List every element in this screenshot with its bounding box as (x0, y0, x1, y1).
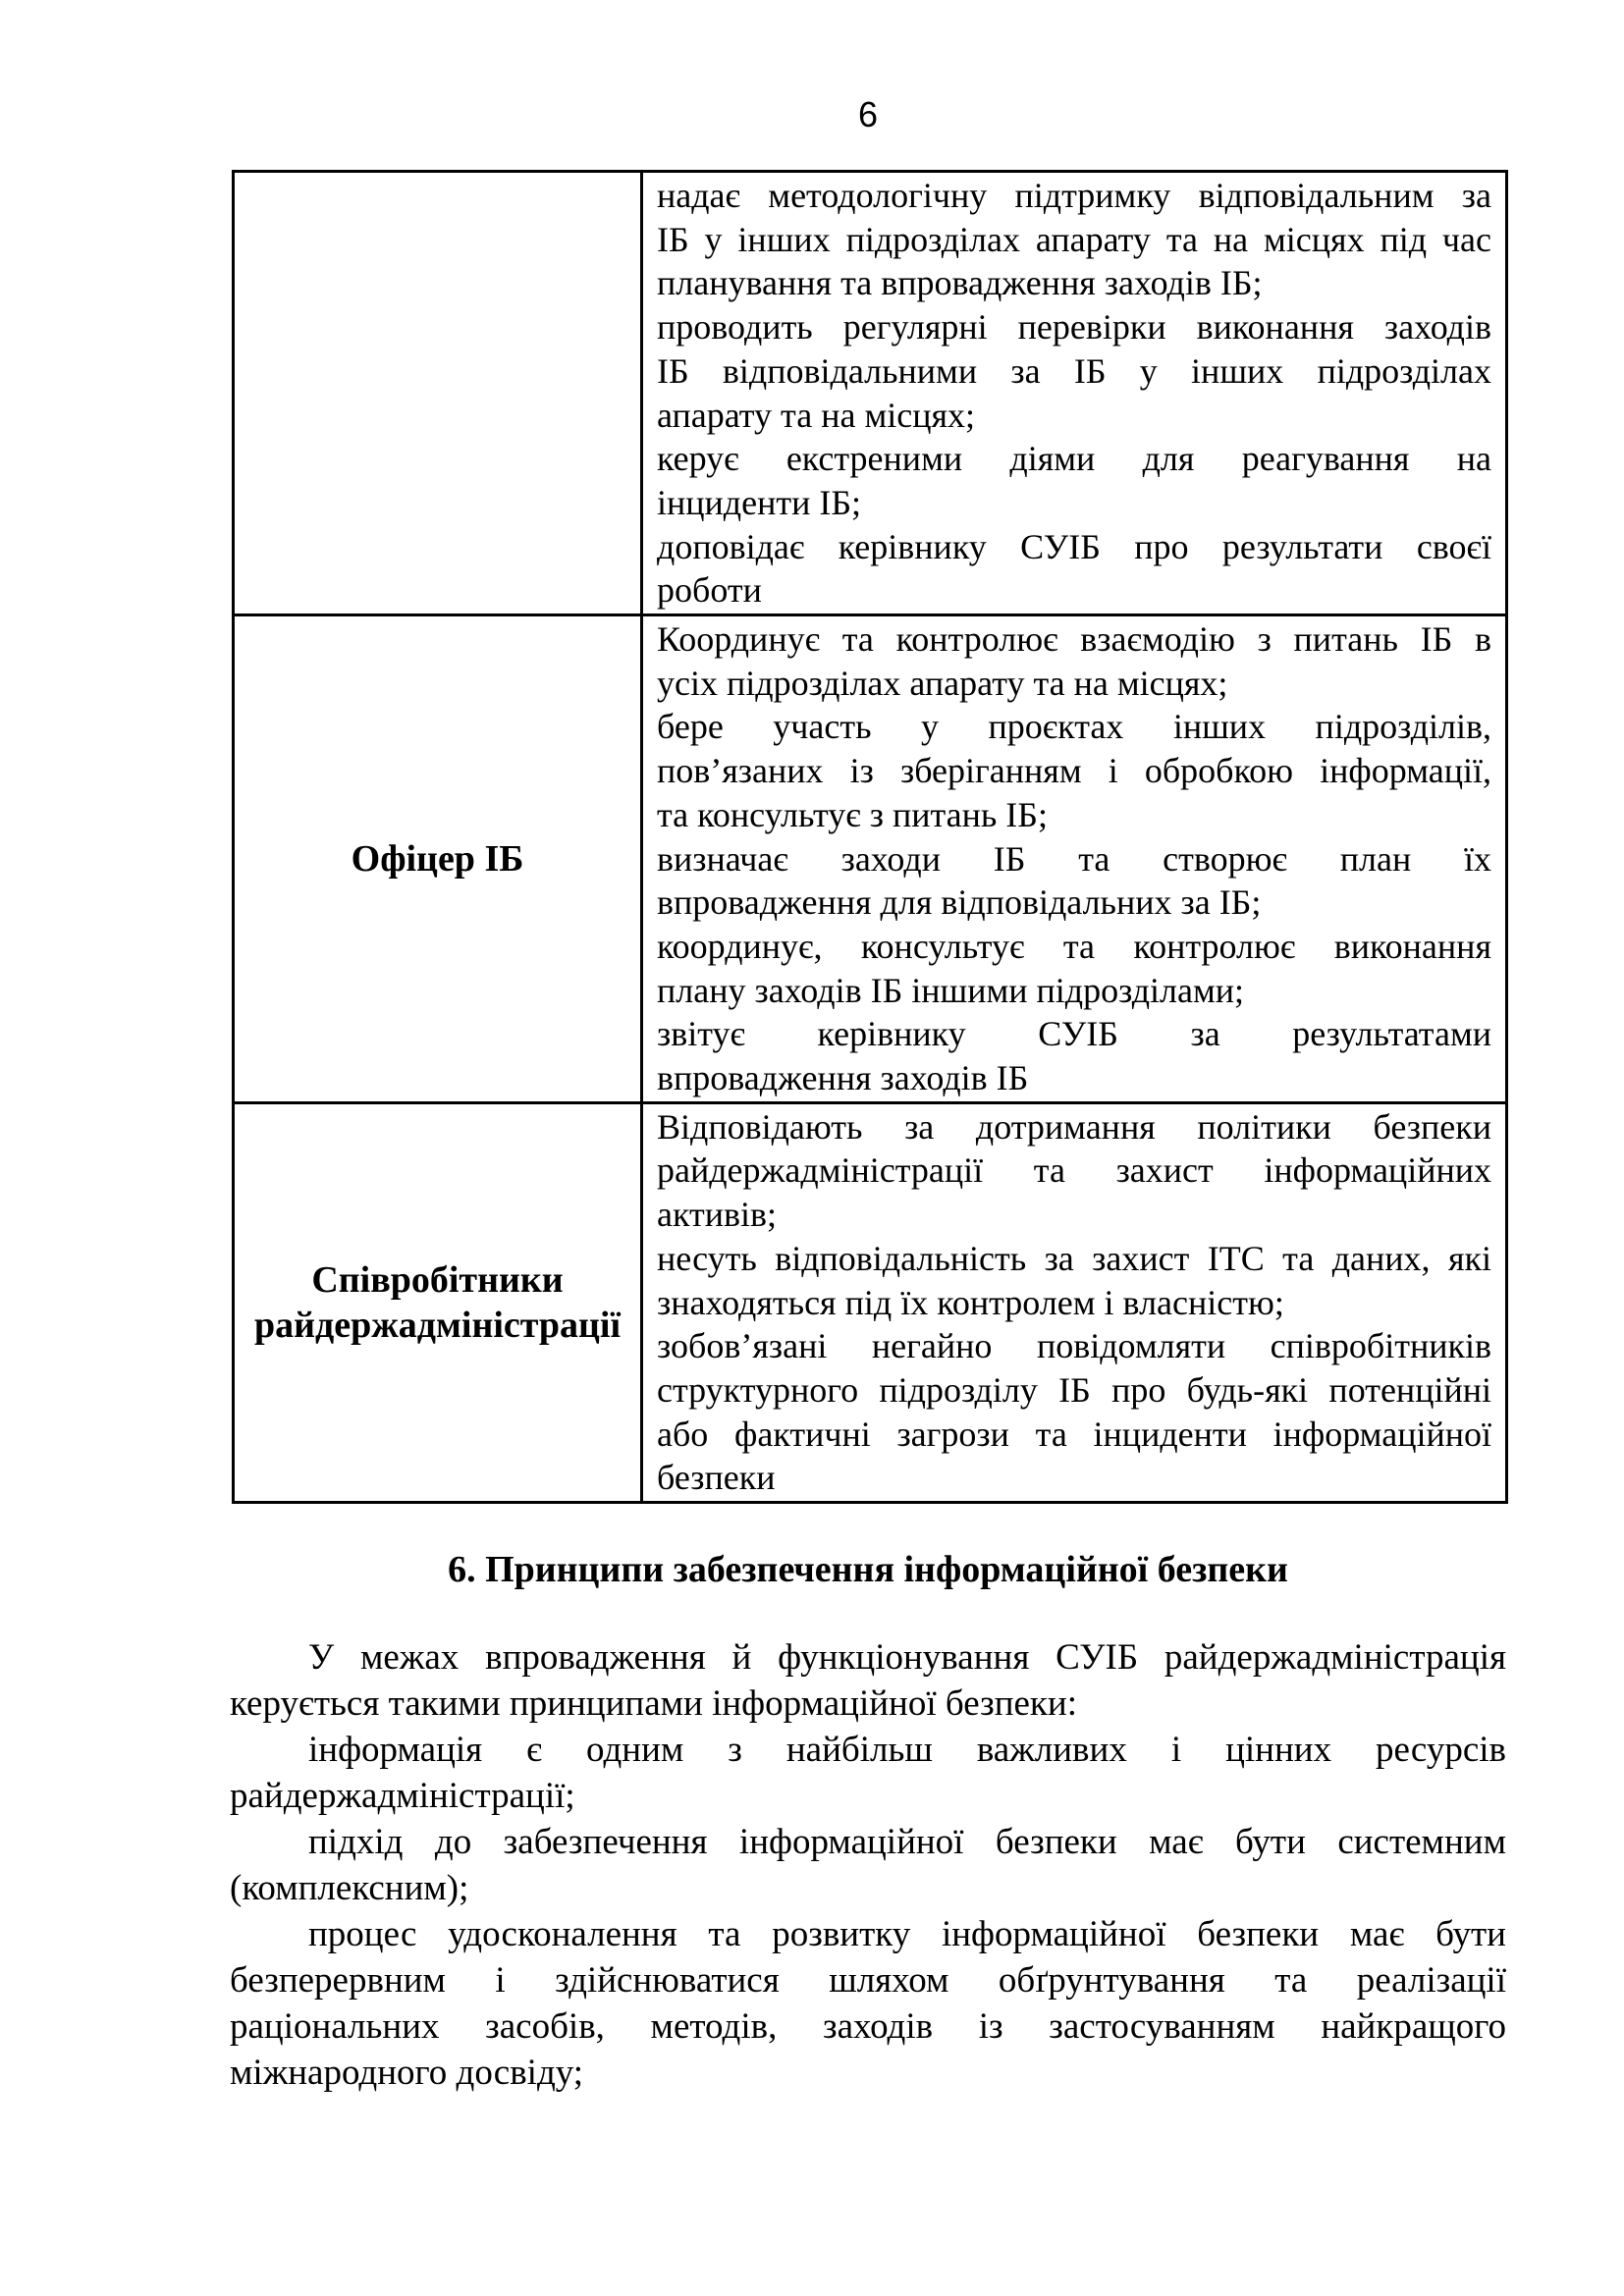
paragraph-line: міжнародного досвіду; (230, 2053, 584, 2093)
page-number: 6 (857, 94, 879, 134)
duty-item (657, 837, 1491, 925)
duty-item (657, 525, 1491, 613)
paragraph-line: підхід до забезпечення інформаційної безпеки має бути системним (308, 1822, 1506, 1862)
duty-line: звітує керівнику СУІБ за результатами (657, 1014, 1491, 1054)
duty-item (657, 1012, 1491, 1099)
duty-line: пов’язаних із зберіганням і обробкою інформації, (657, 751, 1491, 791)
duty-line: надає методологічну підтримку відповідальним за (657, 176, 1491, 215)
paragraph-line: У межах впровадження й функціонування СУІБ райдержадміністрація (308, 1637, 1506, 1678)
duty-line: плану заходів ІБ іншими підрозділами; (657, 970, 1245, 1010)
duty-item (657, 437, 1491, 524)
duty-line: безпеки (657, 1458, 776, 1498)
duty-line: усіх підрозділах апарату та на місцях; (657, 663, 1228, 703)
paragraph (230, 1727, 1506, 1819)
roles-responsibilities-table (232, 170, 1508, 1504)
duty-line: райдержадміністрації та захист інформаційних (657, 1150, 1491, 1191)
duty-item (657, 1324, 1491, 1500)
duty-line: визначає заходи ІБ та створює план їх (657, 838, 1491, 879)
paragraph-line: райдержадміністрації; (230, 1776, 575, 1816)
duty-line: планування та впровадження заходів ІБ; (657, 263, 1263, 303)
duties-cell (642, 615, 1507, 1103)
role-cell (234, 615, 642, 1103)
duty-line: Відповідають за дотримання політики безпеки (657, 1106, 1491, 1147)
duty-line: апарату та на місцях; (657, 395, 976, 435)
paragraph (230, 1634, 1506, 1727)
duty-line: доповідає керівнику СУІБ про результати своєї (657, 526, 1491, 566)
paragraph (230, 1911, 1506, 2096)
duty-line: впровадження заходів ІБ (657, 1058, 1029, 1098)
principles-text (230, 1634, 1506, 2096)
duty-item (657, 617, 1491, 705)
duty-line: ІБ відповідальними за ІБ у інших підрозділах (657, 350, 1491, 391)
duty-line: бере участь у проєктах інших підрозділів, (657, 707, 1491, 747)
paragraph-line: керується такими принципами інформаційної безпеки: (230, 1683, 1077, 1724)
duty-line: координує, консультує та контролює виконання (657, 926, 1491, 966)
duty-line: або фактичні загрози та інциденти інформаційної (657, 1414, 1491, 1454)
duty-line: Координує та контролює взаємодію з питань ІБ в (657, 619, 1491, 660)
duty-line: знаходяться під їх контролем і власністю; (657, 1282, 1284, 1322)
duty-line: роботи (657, 570, 762, 611)
duty-line: несуть відповідальність за захист ІТС та даних, які (657, 1238, 1491, 1278)
duty-line: структурного підрозділу ІБ про будь-які потенційні (657, 1369, 1491, 1410)
duty-item (657, 174, 1491, 305)
duties-cell (642, 1102, 1507, 1502)
duty-item (657, 925, 1491, 1012)
duties-cell (642, 172, 1507, 615)
duty-item (657, 305, 1491, 437)
duty-item (657, 1237, 1491, 1324)
role-cell (234, 1102, 642, 1502)
duty-line: впровадження для відповідальних за ІБ; (657, 882, 1262, 923)
table-row (234, 1102, 1507, 1502)
duty-item (657, 1105, 1491, 1237)
duty-line: керує екстреними діями для реагування на (657, 439, 1491, 479)
role-cell (234, 172, 642, 615)
table-row (234, 172, 1507, 615)
paragraph (230, 1819, 1506, 1911)
duty-line: проводить регулярні перевірки виконання заходів (657, 307, 1491, 347)
role-label: Офіцер ІБ (351, 837, 524, 880)
paragraph-line: (комплексним); (230, 1868, 469, 1908)
paragraph-line: безперервним і здійснюватися шляхом обґрунтування та реалізації (230, 1960, 1506, 2001)
paragraph-line: процес удосконалення та розвитку інформаційної безпеки має бути (308, 1914, 1506, 1954)
paragraph-line: раціональних засобів, методів, заходів із застосуванням найкращого (230, 2006, 1506, 2047)
table-row (234, 615, 1507, 1103)
duty-line: зобов’язані негайно повідомляти співробітників (657, 1326, 1491, 1366)
duty-item (657, 705, 1491, 836)
duty-line: та консультує з питань ІБ; (657, 794, 1048, 834)
duty-line: активів; (657, 1195, 777, 1235)
role-label: Співробітники райдержадміністрації (253, 1258, 622, 1346)
paragraph-line: інформація є одним з найбільш важливих і цінних ресурсів (308, 1730, 1506, 1770)
section-heading: 6. Принципи забезпечення інформаційної безпеки (448, 1549, 1288, 1590)
duty-line: ІБ у інших підрозділах апарату та на місцях під час (657, 219, 1491, 259)
duty-line: інциденти ІБ; (657, 482, 862, 522)
